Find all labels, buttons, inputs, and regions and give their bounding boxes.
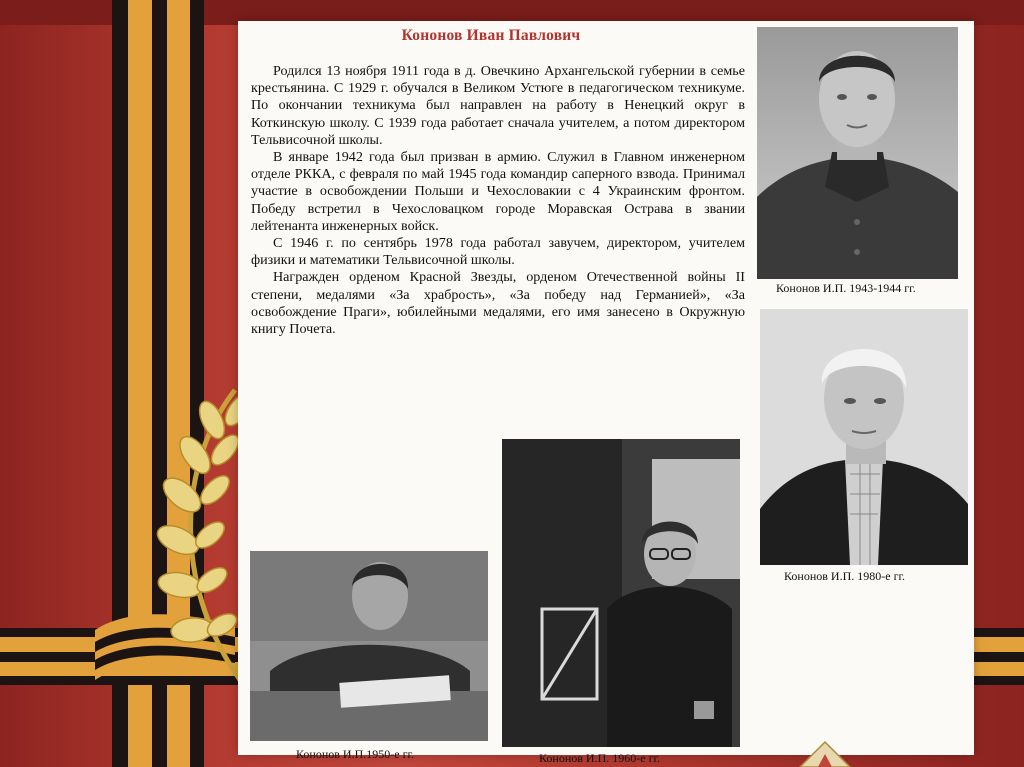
photo-1950-at-desk [250,551,488,741]
page-title: Кононов Иван Павлович [401,27,581,44]
medal-ribbon-icon [790,740,860,767]
caption-photo-1943: Кононов И.П. 1943-1944 гг. [776,281,916,295]
bio-paragraph: Награжден орденом Красной Звезды, орденом Отечественной войны II степени, медалями «За храбрость», «За победу над Германией», «За освобождение Праги», юбилейными медалями, его имя занесено в Окружную книгу Почета. [251,269,745,338]
photo-1943-soldier [757,27,958,279]
document-sheet [238,21,974,765]
bio-paragraph: Родился 13 ноября 1911 года в д. Овечкино Архангельской губернии в семье крестьянина. С 1929 г. обучался в Великом Устюге в педагогическом техникуме. По окончании техникума был направлен на работу в Ненецкий округ в Коткинскую школу. С 1939 года работает сначала учителем, а потом директором Тельвисочной школы. [251,63,745,148]
biography-text [251,63,745,338]
photo-1960-classroom [502,439,740,747]
caption-photo-1950: Кононов И.П.1950-е гг. [296,747,415,761]
caption-photo-1960: Кононов И.П. 1960-е гг. [539,751,661,765]
photo-1980-elder [760,309,968,565]
bio-paragraph: В январе 1942 года был призван в армию. Служил в Главном инженерном отделе РККА, с февраля по май 1945 года командир саперного взвода. Принимал участие в освобождении Польши и Чехословакии с 4 Украинским фронтом. Победу встретил в Чехословацком городе Моравская Острава в звании лейтенанта инженерных войск. [251,149,745,234]
caption-photo-1980: Кононов И.П. 1980-е гг. [784,569,906,583]
bio-paragraph: С 1946 г. по сентябрь 1978 года работал завучем, директором, учителем физики и математики Тельвисочной школы. [251,235,745,269]
